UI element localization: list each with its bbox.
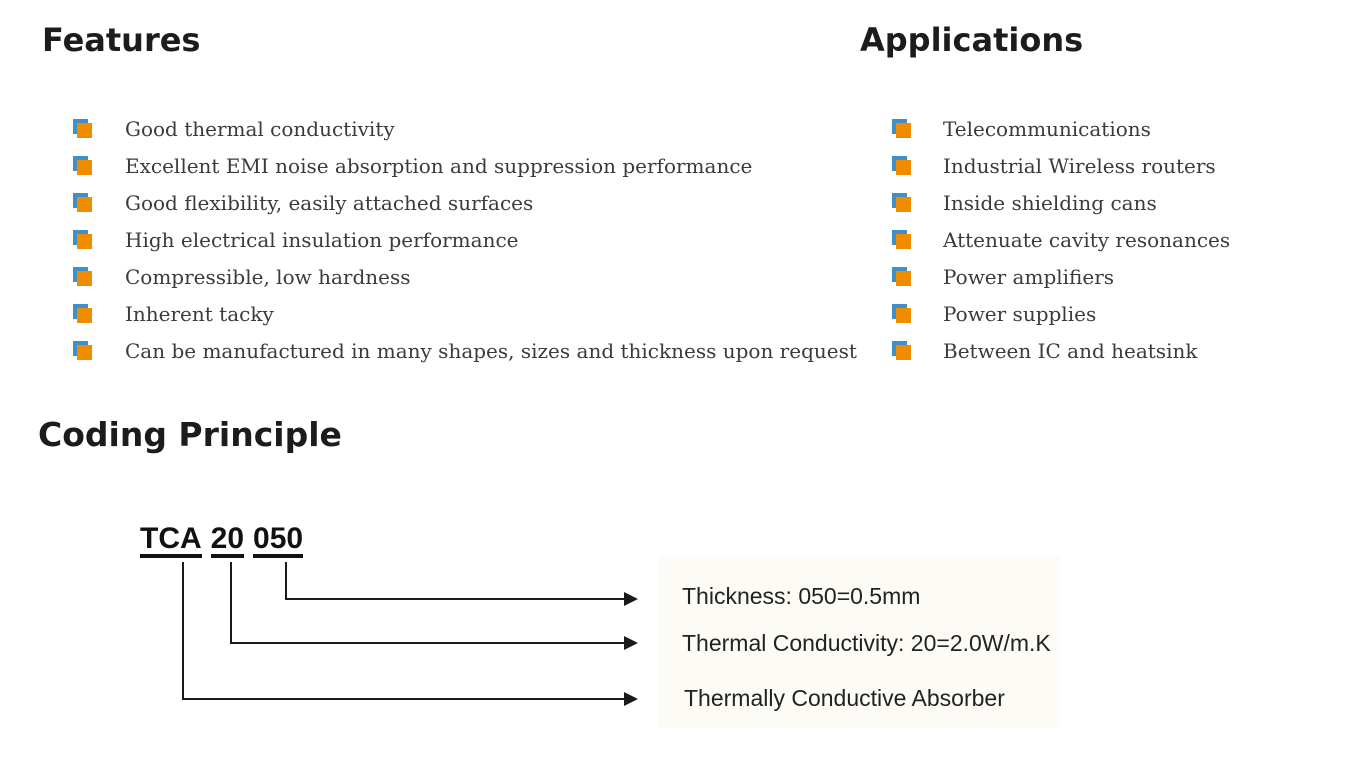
connector-line-050 (285, 562, 287, 600)
thickness-label: Thickness: 050=0.5mm (682, 583, 921, 609)
application-item (892, 184, 1230, 221)
feature-item-label: High electrical insulation performance (125, 227, 519, 252)
feature-item (73, 332, 857, 369)
application-item (892, 221, 1230, 258)
application-item-label: Attenuate cavity resonances (943, 227, 1231, 252)
arrow-line-thickness (285, 598, 624, 600)
connector-line-20 (230, 562, 232, 644)
square-bullet-icon (892, 119, 911, 138)
application-item-label: Power amplifiers (943, 264, 1115, 289)
application-item-label: Industrial Wireless routers (943, 153, 1216, 178)
arrowhead-icon (624, 692, 638, 706)
arrowhead-icon (624, 636, 638, 650)
square-bullet-icon (73, 341, 92, 360)
code-segment-20: 20 (211, 524, 244, 558)
application-item-label: Power supplies (943, 301, 1097, 326)
feature-item (73, 295, 857, 332)
square-bullet-icon (892, 267, 911, 286)
application-item-label: Telecommunications (943, 116, 1151, 141)
applications-list (892, 110, 1230, 369)
feature-item-label: Can be manufactured in many shapes, sizes and thickness upon request (125, 338, 857, 363)
square-bullet-icon (73, 267, 92, 286)
application-item-label: Between IC and heatsink (943, 338, 1198, 363)
application-item (892, 258, 1230, 295)
feature-item (73, 221, 857, 258)
feature-item-label: Good thermal conductivity (125, 116, 395, 141)
square-bullet-icon (73, 119, 92, 138)
feature-item (73, 258, 857, 295)
square-bullet-icon (73, 230, 92, 249)
feature-item-label: Compressible, low hardness (125, 264, 411, 289)
feature-item-label: Excellent EMI noise absorption and suppression performance (125, 153, 753, 178)
arrow-line-conductivity (230, 642, 624, 644)
arrowhead-icon (624, 592, 638, 606)
application-item (892, 147, 1230, 184)
square-bullet-icon (892, 304, 911, 323)
features-list (73, 110, 857, 369)
feature-item (73, 184, 857, 221)
feature-item-label: Good flexibility, easily attached surfaces (125, 190, 534, 215)
application-item (892, 295, 1230, 332)
features-heading: Features (42, 21, 201, 59)
square-bullet-icon (892, 156, 911, 175)
application-item-label: Inside shielding cans (943, 190, 1157, 215)
feature-item-label: Inherent tacky (125, 301, 274, 326)
square-bullet-icon (73, 193, 92, 212)
application-item (892, 110, 1230, 147)
connector-line-tca (182, 562, 184, 700)
square-bullet-icon (73, 304, 92, 323)
feature-item (73, 147, 857, 184)
code-segment-tca: TCA (140, 524, 202, 558)
application-item (892, 332, 1230, 369)
thermally-conductive-absorber-label: Thermally Conductive Absorber (684, 685, 1005, 711)
square-bullet-icon (892, 230, 911, 249)
product-code (140, 524, 303, 558)
square-bullet-icon (73, 156, 92, 175)
feature-item (73, 110, 857, 147)
applications-heading: Applications (860, 21, 1084, 59)
coding-principle-heading: Coding Principle (38, 415, 342, 454)
code-segment-050: 050 (253, 524, 303, 558)
square-bullet-icon (892, 341, 911, 360)
thermal-conductivity-label: Thermal Conductivity: 20=2.0W/m.K (682, 630, 1051, 656)
arrow-line-absorber (182, 698, 624, 700)
square-bullet-icon (892, 193, 911, 212)
